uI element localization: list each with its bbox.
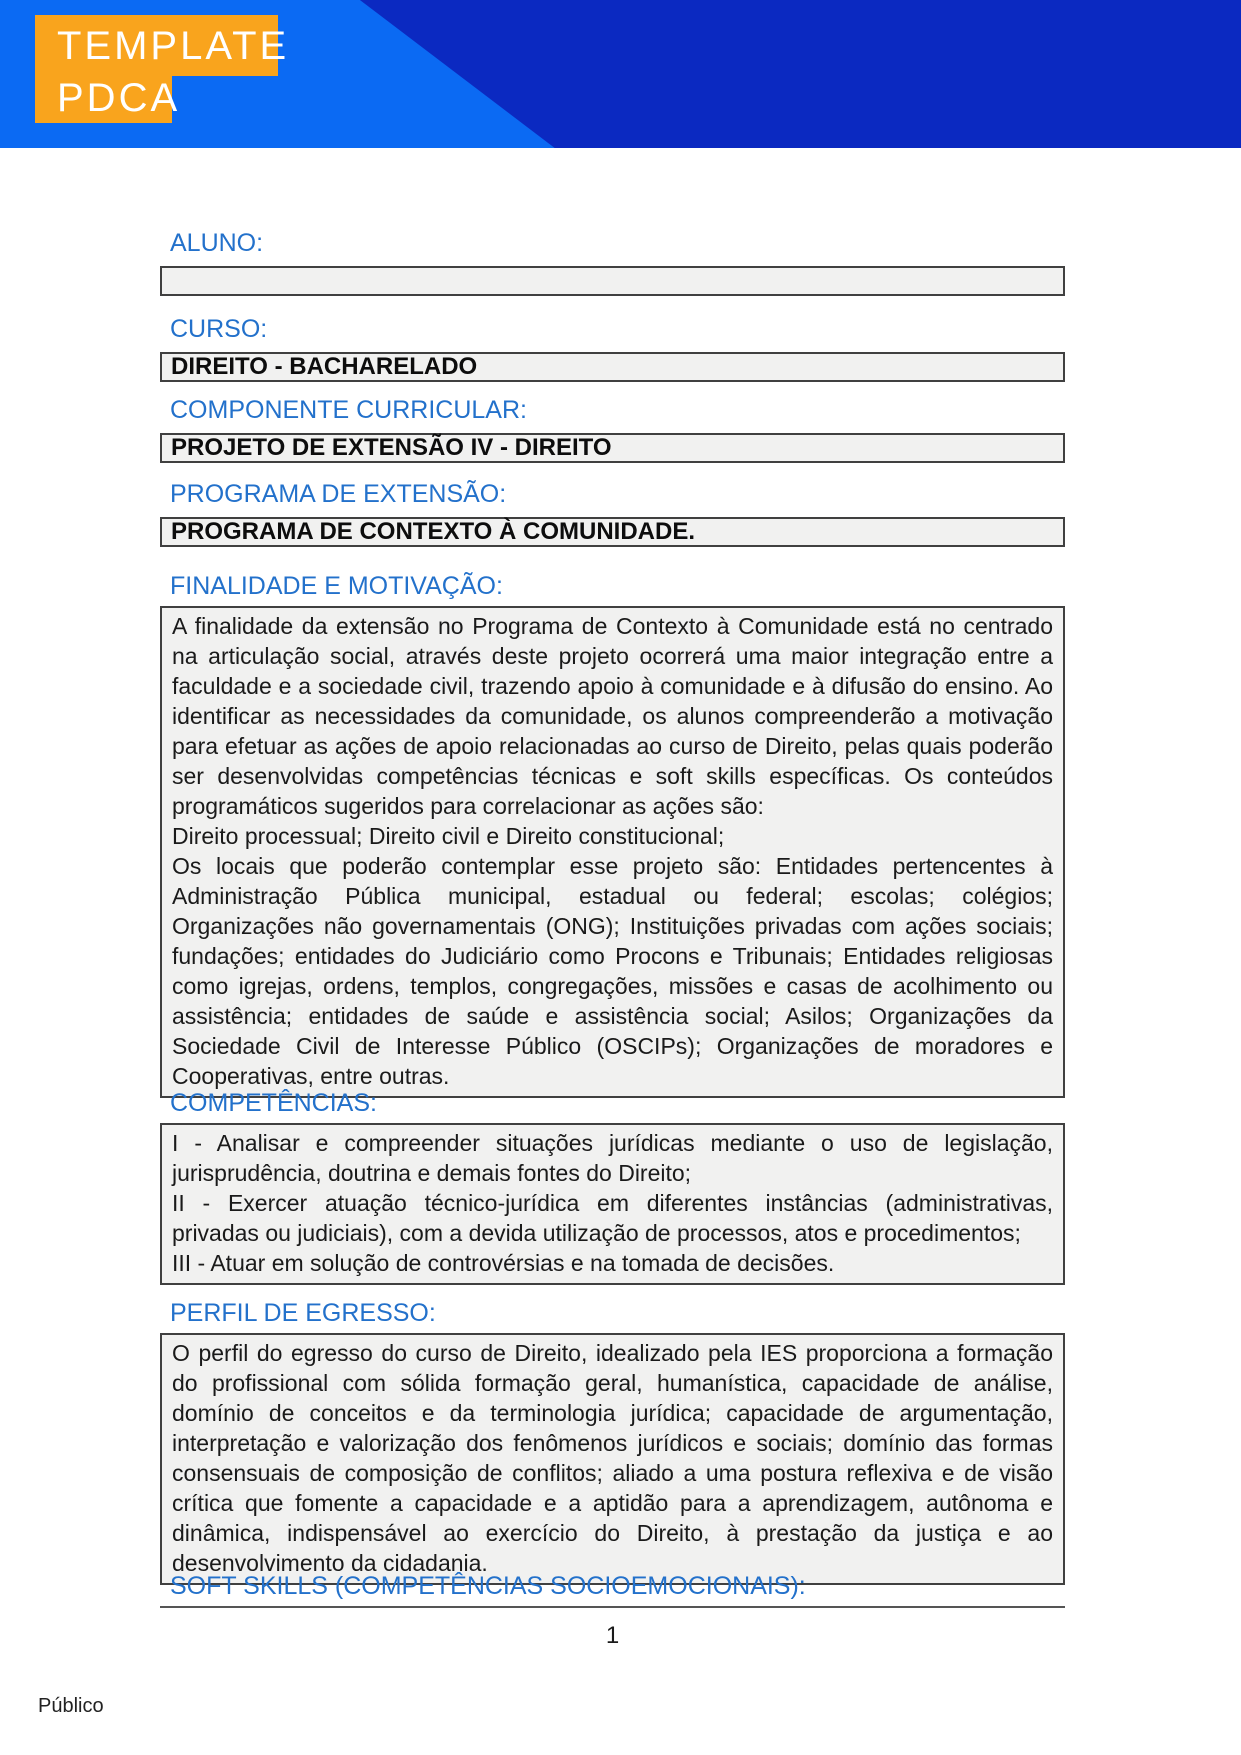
field-label-aluno: ALUNO: [170, 229, 264, 257]
soft-skills-label-text: SOFT SKILLS (COMPETÊNCIAS SOCIOEMOCIONAIS): [170, 1572, 806, 1600]
section-label-soft-skills [160, 1573, 1065, 1608]
section-label-perfil-de-egresso: PERFIL DE EGRESSO: [170, 1299, 436, 1327]
paragraph: A finalidade da extensão no Programa de Contexto à Comunidade está no centrado na articulação social, através deste projeto ocorrerá uma maior integração entre a faculdade e a sociedade civil, trazendo apoio à comunidade e à difusão do ensino. Ao identificar as necessidades da comunidade, os alunos compreenderão a motivação para efetuar as ações de apoio relacionadas ao curso de Direito, pelas quais poderão ser desenvolvidas competências técnicas e soft skills específicas. Os conteúdos programáticos sugeridos para correlacionar as ações são: [172, 613, 1053, 819]
section-label-competencias: COMPETÊNCIAS: [170, 1089, 377, 1117]
paragraph: I - Analisar e compreender situações jurídicas mediante o uso de legislação, jurisprudência, doutrina e demais fontes do Direito; [172, 1130, 1053, 1186]
field-input-aluno[interactable] [160, 266, 1065, 296]
field-label-curso: CURSO: [170, 315, 268, 343]
field-input-curso[interactable]: DIREITO - BACHARELADO [160, 352, 1065, 382]
field-input-componente-curricular[interactable]: PROJETO DE EXTENSÃO IV - DIREITO [160, 433, 1065, 463]
logo-text-pdca: PDCA [35, 76, 172, 123]
paragraph: Os locais que poderão contemplar esse projeto são: Entidades pertencentes à Administração Pública municipal, estadual ou federal; escolas; colégios; Organizações não governamentais (ONG); Instituições privadas com ações sociais; fundações; entidades do Judiciário como Procons e Tribunais; Entidades religiosas como igrejas, ordens, templos, congregações, missões e casas de acolhimento ou assistência; entidades de saúde e assistência social; Asilos; Organizações da Sociedade Civil de Interesse Público (OSCIPs); Organizações de moradores e Cooperativas, entre outras. [172, 853, 1053, 1089]
field-label-componente-curricular: COMPONENTE CURRICULAR: [170, 396, 527, 424]
logo-text-template: TEMPLATE [35, 15, 278, 76]
template-pdca-logo [35, 15, 290, 123]
field-label-programa-de-extensao: PROGRAMA DE EXTENSÃO: [170, 480, 507, 508]
paragraph: III - Atuar em solução de controvérsias e na tomada de decisões. [172, 1250, 835, 1276]
field-input-programa-de-extensao[interactable]: PROGRAMA DE CONTEXTO À COMUNIDADE. [160, 517, 1065, 547]
section-body-finalidade-e-motivacao [160, 606, 1065, 1098]
page-number: 1 [605, 1622, 620, 1649]
paragraph: Direito processual; Direito civil e Direito constitucional; [172, 823, 725, 849]
section-body-perfil-de-egresso [160, 1333, 1065, 1585]
section-body-competencias [160, 1123, 1065, 1285]
paragraph: O perfil do egresso do curso de Direito, idealizado pela IES proporciona a formação do profissional com sólida formação geral, humanística, capacidade de análise, domínio de conceitos e da terminologia jurídica; capacidade de argumentação, interpretação e valorização dos fenômenos jurídicos e sociais; domínio das formas consensuais de composição de conflitos; aliado a uma postura reflexiva e de visão crítica que fomente a capacidade e a aptidão para a aprendizagem, autônoma e dinâmica, indispensável ao exercício do Direito, à prestação da justiça e ao desenvolvimento da cidadania. [172, 1340, 1053, 1576]
classification-label: Público [38, 1695, 104, 1717]
section-label-finalidade-e-motivacao: FINALIDADE E MOTIVAÇÃO: [170, 572, 503, 600]
paragraph: II - Exercer atuação técnico-jurídica em diferentes instâncias (administrativas, privadas ou judiciais), com a devida utilização de processos, atos e procedimentos; [172, 1190, 1053, 1246]
header-banner [0, 0, 1241, 148]
